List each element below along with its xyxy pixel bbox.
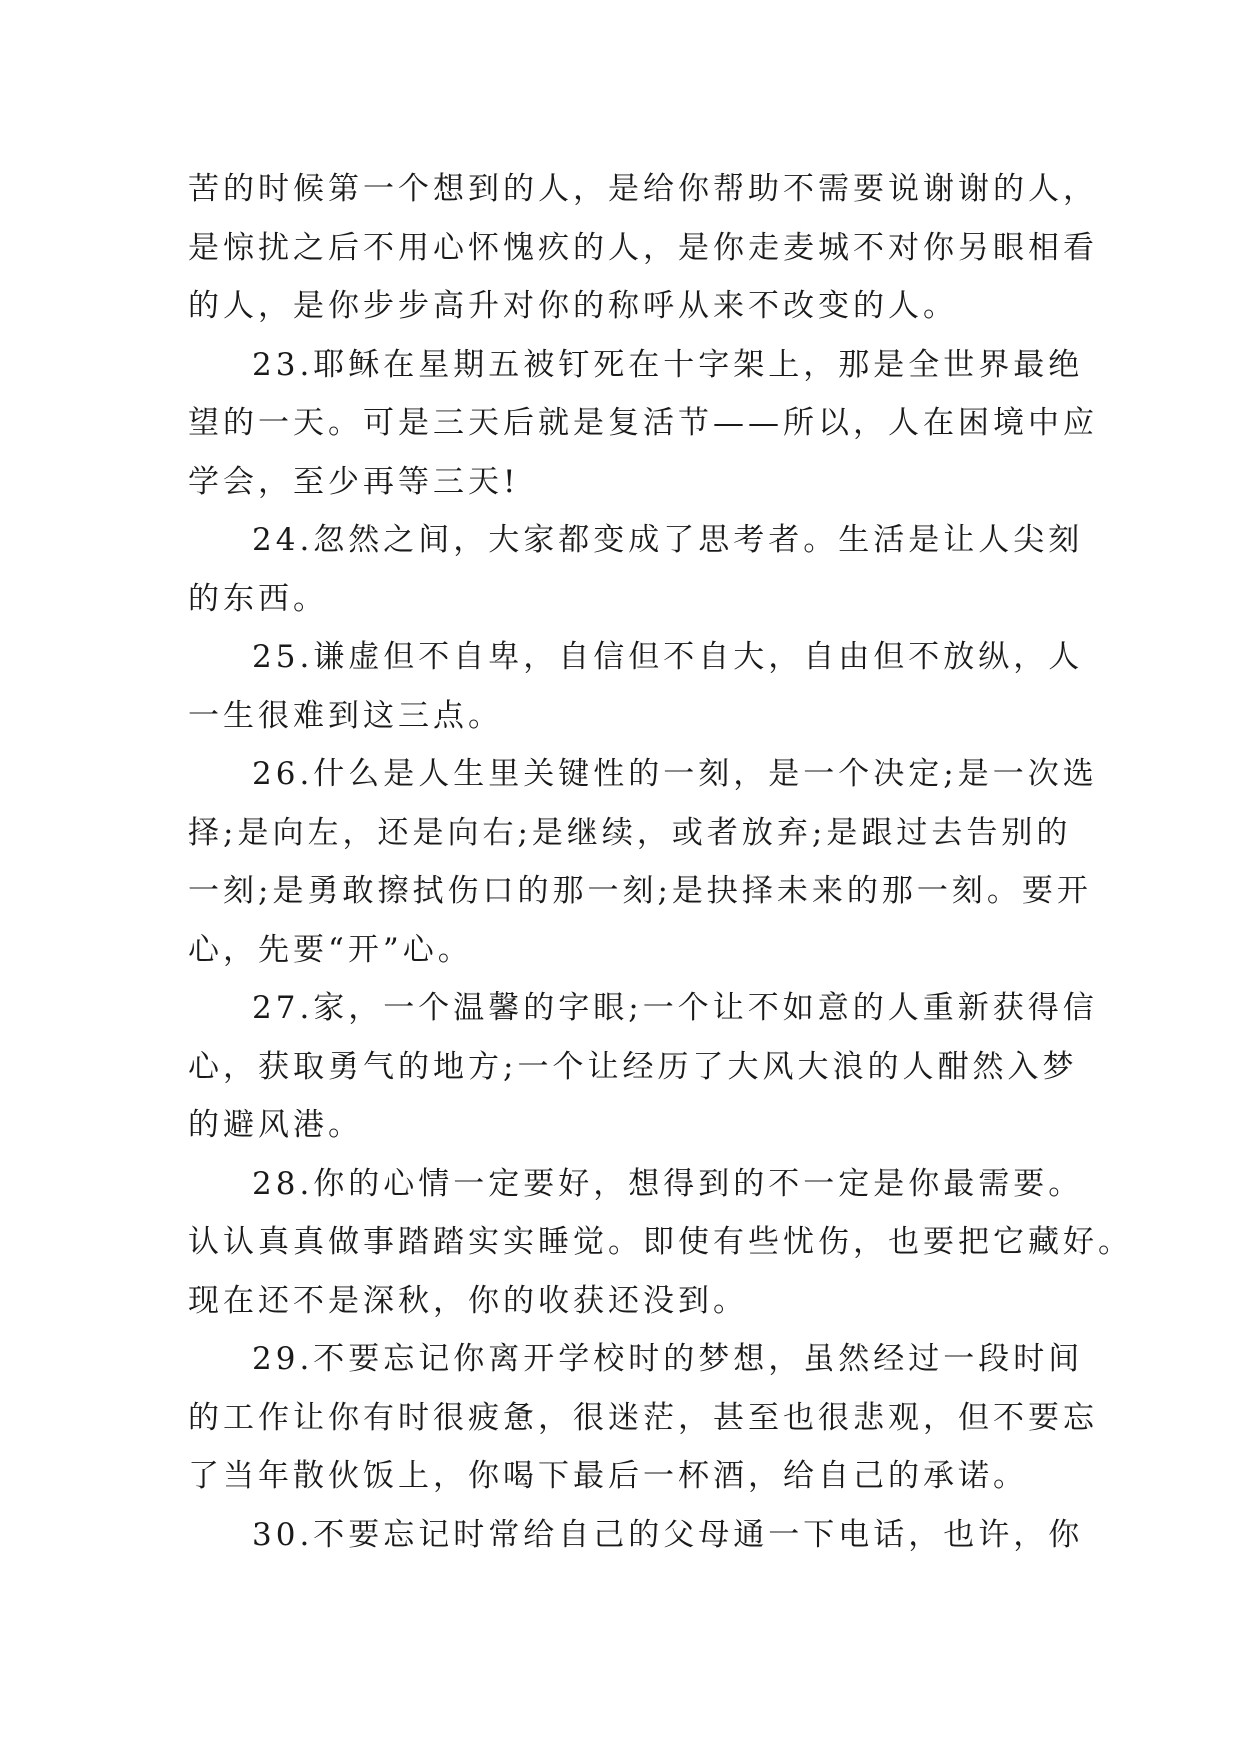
text-line: 26.什么是人生里关键性的一刻，是一个决定;是一次选	[252, 756, 1098, 792]
text-line: 30.不要忘记时常给自己的父母通一下电话，也许，你	[252, 1516, 1084, 1553]
text-line: 24.忽然之间，大家都变成了思考者。生活是让人尖刻	[252, 522, 1084, 558]
text-line: 心，先要“开”心。	[188, 931, 473, 968]
text-line: 择;是向左，还是向右;是继续，或者放弃;是跟过去告别的	[188, 814, 1072, 851]
text-line: 27.家，一个温馨的字眼;一个让不如意的人重新获得信	[252, 990, 1098, 1026]
text-line: 心，获取勇气的地方;一个让经历了大风大浪的人酣然入梦	[188, 1048, 1078, 1085]
text-line: 23.耶稣在星期五被钉死在十字架上，那是全世界最绝	[252, 346, 1084, 383]
text-line: 28.你的心情一定要好，想得到的不一定是你最需要。	[252, 1165, 1084, 1202]
text-line: 的避风港。	[188, 1107, 363, 1143]
text-line: 29.不要忘记你离开学校时的梦想，虽然经过一段时间	[252, 1341, 1084, 1377]
paragraph-26	[188, 745, 1098, 979]
text-line: 认认真真做事踏踏实实睡觉。即使有些忧伤，也要把它藏好。	[188, 1224, 1133, 1260]
text-line: 的东西。	[188, 580, 328, 617]
paragraph-24	[188, 511, 1084, 628]
text-line: 一刻;是勇敢擦拭伤口的那一刻;是抉择未来的那一刻。要开	[188, 873, 1092, 909]
paragraph-23	[188, 336, 1098, 512]
paragraph-22-continued	[188, 160, 1098, 336]
text-line: 25.谦虚但不自卑，自信但不自大，自由但不放纵，人	[252, 639, 1084, 675]
text-line: 了当年散伙饭上，你喝下最后一杯酒，给自己的承诺。	[188, 1458, 1028, 1494]
document-body	[188, 160, 1133, 1564]
paragraph-27	[188, 979, 1098, 1155]
text-line: 苦的时候第一个想到的人，是给你帮助不需要说谢谢的人，	[188, 171, 1098, 207]
paragraph-30	[188, 1506, 1084, 1565]
text-line: 的人，是你步步高升对你的称呼从来不改变的人。	[188, 288, 958, 324]
paragraph-29	[188, 1330, 1098, 1506]
text-line: 现在还不是深秋，你的收获还没到。	[188, 1282, 748, 1319]
text-line: 的工作让你有时很疲惫，很迷茫，甚至也很悲观，但不要忘	[188, 1399, 1098, 1436]
paragraph-25	[188, 628, 1084, 745]
text-line: 学会，至少再等三天!	[188, 463, 520, 500]
text-line: 望的一天。可是三天后就是复活节——所以，人在困境中应	[188, 405, 1098, 441]
text-line: 是惊扰之后不用心怀愧疚的人，是你走麦城不对你另眼相看	[188, 229, 1098, 266]
text-line: 一生很难到这三点。	[188, 697, 503, 734]
paragraph-28	[188, 1155, 1133, 1331]
